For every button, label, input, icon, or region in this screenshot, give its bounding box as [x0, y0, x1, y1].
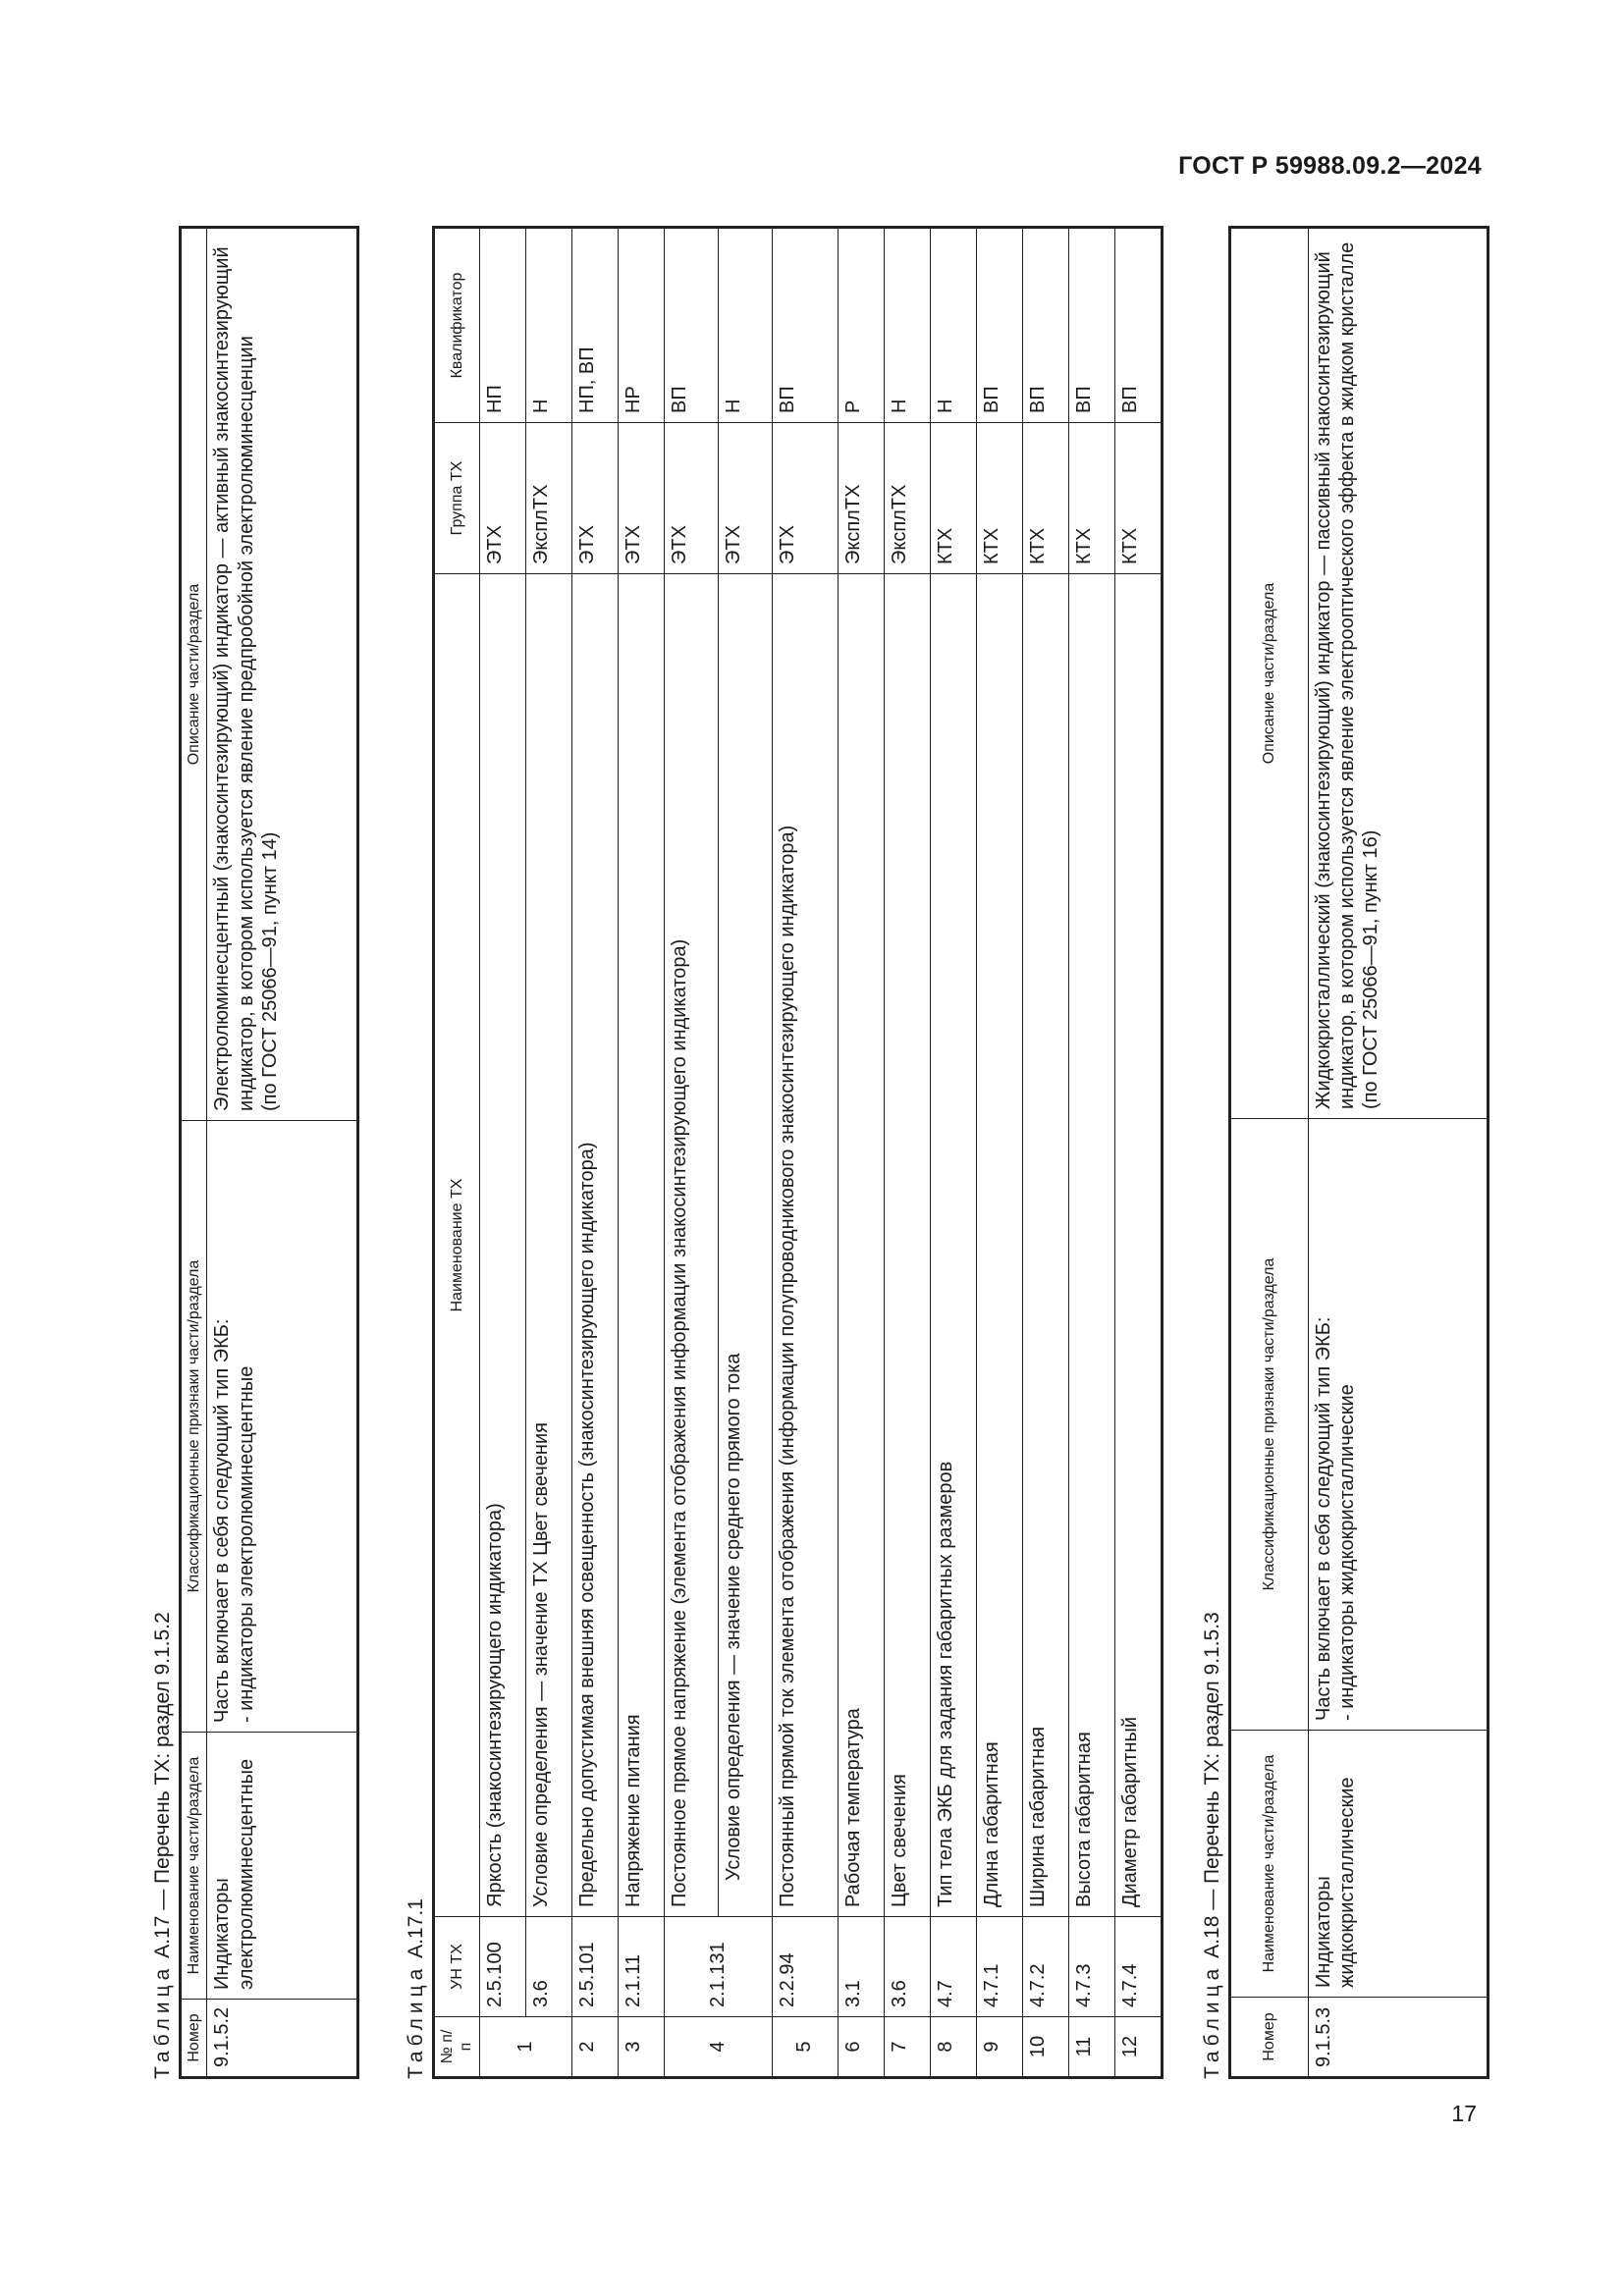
- row-features: Часть включает в себя следующий тип ЭКБ: - индикаторы электролюминесцентные: [207, 1121, 358, 1733]
- cell-n: 7: [884, 2017, 930, 2078]
- cell-qual: НП: [479, 228, 525, 423]
- table-row: [930, 228, 976, 2078]
- table-a18-header: [1229, 228, 1308, 2078]
- cell-qual: ВП: [1022, 228, 1068, 423]
- cell-name: Тип тела ЭКБ для задания габаритных размеров: [930, 574, 976, 1917]
- cell-name: Условие определения — значение среднего прямого тока: [718, 574, 772, 1917]
- cell-n: 1: [479, 2017, 571, 2078]
- cell-un: 4.7.4: [1114, 1917, 1162, 2017]
- caption-a18: [1197, 229, 1228, 2079]
- cell-group: ЭТХ: [664, 423, 718, 574]
- cell-group: КТХ: [1114, 423, 1162, 574]
- cell-name: Ширина габаритная: [1022, 574, 1068, 1917]
- row-name: Индикаторы электролюминесцентные: [207, 1733, 358, 2000]
- caption-a17: [147, 229, 179, 2079]
- table-row: [838, 228, 884, 2078]
- caption-a17-text: А.17 — Перечень ТХ: раздел 9.1.5.2: [151, 1612, 174, 1958]
- cell-un: 2.5.101: [571, 1917, 618, 2017]
- table-row: [1022, 228, 1068, 2078]
- cell-qual: ВП: [976, 228, 1022, 423]
- cell-qual: Н: [525, 228, 571, 423]
- cell-name: Высота габаритная: [1068, 574, 1114, 1917]
- cell-name: Предельно допустимая внешняя освещенность (знакосинтезирующего индикатора): [571, 574, 618, 1917]
- row-number: 9.1.5.2: [207, 2000, 358, 2078]
- cell-qual: НР: [618, 228, 664, 423]
- cell-un: 3.6: [525, 1917, 571, 2017]
- table-row: [1114, 228, 1162, 2078]
- col-name: Наименование части/раздела: [1229, 1731, 1308, 1998]
- table-row: [884, 228, 930, 2078]
- cell-group: ЭксплТХ: [884, 423, 930, 574]
- cell-group: КТХ: [1068, 423, 1114, 574]
- col-name: Наименование части/раздела: [181, 1733, 207, 2000]
- cell-un: 3.6: [884, 1917, 930, 2017]
- col-number: Номер: [181, 2000, 207, 2078]
- cell-name: Постоянное прямое напряжение (элемента отображения информации знакосинтезирующего индикатора): [664, 574, 718, 1917]
- document-header: ГОСТ Р 59988.09.2—2024: [1178, 152, 1482, 180]
- caption-a17-1-text: А.17.1: [405, 1898, 428, 1958]
- cell-n: 6: [838, 2017, 884, 2078]
- col-tx-name: Наименование ТХ: [434, 574, 479, 1917]
- cell-group: КТХ: [1022, 423, 1068, 574]
- caption-a18-label: Таблица: [1200, 1963, 1223, 2079]
- cell-n: 11: [1068, 2017, 1114, 2078]
- cell-group: ЭксплТХ: [838, 423, 884, 574]
- cell-un: 4.7.1: [976, 1917, 1022, 2017]
- table-row: [1308, 228, 1488, 2078]
- table-row: [525, 228, 571, 2078]
- table-row: [718, 228, 772, 2078]
- table-row: [618, 228, 664, 2078]
- cell-name: Напряжение питания: [618, 574, 664, 1917]
- table-row: [976, 228, 1022, 2078]
- cell-n: 10: [1022, 2017, 1068, 2078]
- cell-qual: ВП: [1068, 228, 1114, 423]
- cell-un: 4.7.3: [1068, 1917, 1114, 2017]
- cell-name: Диаметр габаритный: [1114, 574, 1162, 1917]
- row-number: 9.1.5.3: [1308, 1998, 1488, 2078]
- cell-name: Яркость (знакосинтезирующего индикатора): [479, 574, 525, 1917]
- col-qualifier: Квалификатор: [434, 228, 479, 423]
- col-description: Описание части/раздела: [181, 228, 207, 1121]
- table-row: [571, 228, 618, 2078]
- cell-group: ЭТХ: [772, 423, 838, 574]
- cell-qual: Н: [718, 228, 772, 423]
- cell-n: 9: [976, 2017, 1022, 2078]
- rotated-tables: [147, 229, 1483, 2079]
- col-features: Классификационные признаки части/раздела: [181, 1121, 207, 1733]
- table-a17-header: [181, 228, 207, 2078]
- table-row: [664, 228, 718, 2078]
- col-features: Классификационные признаки части/раздела: [1229, 1119, 1308, 1731]
- table-row: [1068, 228, 1114, 2078]
- table-a18: [1228, 226, 1489, 2079]
- col-description: Описание части/раздела: [1229, 228, 1308, 1119]
- cell-n: 12: [1114, 2017, 1162, 2078]
- row-name: Индикаторы жидкокристаллические: [1308, 1731, 1488, 1998]
- table-row: [207, 228, 358, 2078]
- table-a17-1-header: [434, 228, 479, 2078]
- cell-qual: ВП: [1114, 228, 1162, 423]
- cell-n: 8: [930, 2017, 976, 2078]
- table-a17: [179, 226, 359, 2079]
- cell-group: ЭксплТХ: [525, 423, 571, 574]
- cell-qual: Р: [838, 228, 884, 423]
- col-group: Группа ТХ: [434, 423, 479, 574]
- cell-group: КТХ: [930, 423, 976, 574]
- cell-qual: ВП: [772, 228, 838, 423]
- cell-qual: Н: [930, 228, 976, 423]
- cell-qual: Н: [884, 228, 930, 423]
- table-row: [772, 228, 838, 2078]
- row-features: Часть включает в себя следующий тип ЭКБ: - индикаторы жидкокристаллические: [1308, 1119, 1488, 1731]
- cell-name: Длина габаритная: [976, 574, 1022, 1917]
- caption-a18-text: А.18 — Перечень ТХ: раздел 9.1.5.3: [1200, 1612, 1223, 1958]
- cell-qual: ВП: [664, 228, 718, 423]
- cell-name: Постоянный прямой ток элемента отображения (информации полупроводникового знакосинтезирующего индикатора): [772, 574, 838, 1917]
- cell-un: 4.7.2: [1022, 1917, 1068, 2017]
- cell-group: ЭТХ: [618, 423, 664, 574]
- table-row: [479, 228, 525, 2078]
- row-description: Электролюминесцентный (знакосинтезирующий) индикатор — активный знакосинтезирующий индикатор, в котором используется явление предпробойной электролюминесценции (по ГОСТ 25066—91, пункт 14): [207, 228, 358, 1121]
- row-description: Жидкокристаллический (знакосинтезирующий) индикатор — пассивный знакосинтезирующий индикатор, в котором используется явление электрооптического эффекта в жидком кристалле (по ГОСТ 25066—91, пункт 16): [1308, 228, 1488, 1119]
- cell-un: 2.1.11: [618, 1917, 664, 2017]
- caption-a17-1-label: Таблица: [405, 1963, 428, 2079]
- cell-n: 2: [571, 2017, 618, 2078]
- cell-group: КТХ: [976, 423, 1022, 574]
- cell-n: 4: [664, 2017, 772, 2078]
- cell-name: Цвет свечения: [884, 574, 930, 1917]
- cell-un: 3.1: [838, 1917, 884, 2017]
- cell-group: ЭТХ: [571, 423, 618, 574]
- cell-n: 3: [618, 2017, 664, 2078]
- col-pp: № п/п: [434, 2017, 479, 2078]
- cell-group: ЭТХ: [718, 423, 772, 574]
- caption-a17-label: Таблица: [151, 1963, 174, 2079]
- cell-name: Рабочая температура: [838, 574, 884, 1917]
- caption-a17-1: [401, 229, 432, 2079]
- col-un: УН ТХ: [434, 1917, 479, 2017]
- cell-n: 5: [772, 2017, 838, 2078]
- col-number: Номер: [1229, 1998, 1308, 2078]
- cell-group: ЭТХ: [479, 423, 525, 574]
- table-a17-1: [432, 226, 1163, 2079]
- cell-name: Условие определения — значение ТХ Цвет свечения: [525, 574, 571, 1917]
- cell-un: 2.5.100: [479, 1917, 525, 2017]
- page-number: 17: [1451, 2101, 1477, 2126]
- cell-un: 2.1.131: [664, 1917, 772, 2017]
- cell-un: 2.2.94: [772, 1917, 838, 2017]
- cell-qual: НП, ВП: [571, 228, 618, 423]
- cell-un: 4.7: [930, 1917, 976, 2017]
